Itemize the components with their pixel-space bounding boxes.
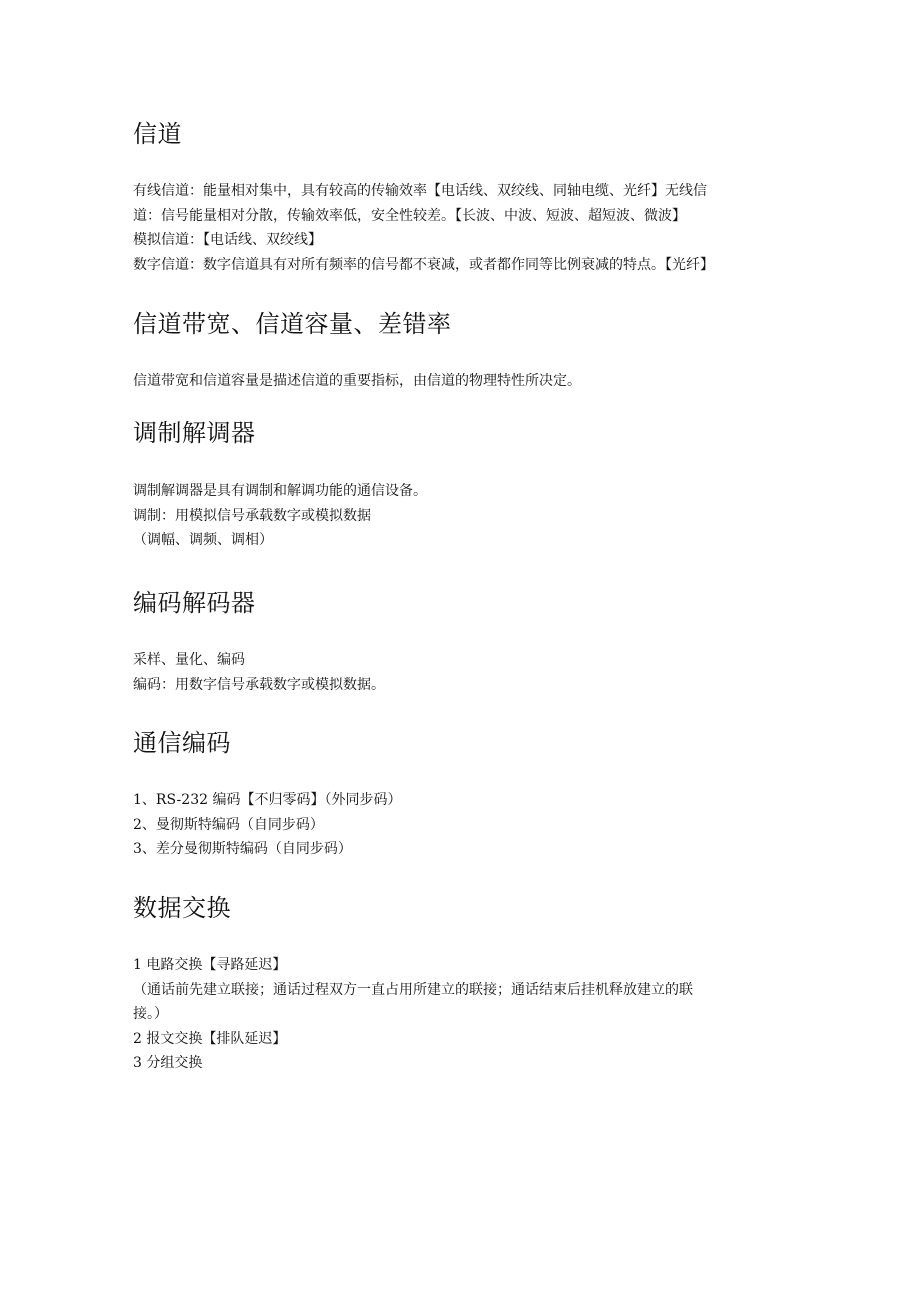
- paragraph-line: 采样、量化、编码: [133, 652, 245, 668]
- section-heading: 通信编码: [133, 729, 231, 757]
- paragraph-line: 2、曼彻斯特编码（自同步码）: [133, 816, 324, 833]
- section-switching: [133, 892, 793, 1076]
- paragraph-line: 3 分组交换: [133, 1055, 203, 1071]
- paragraph-line: 调制：用模拟信号承载数字或模拟数据: [133, 507, 371, 524]
- section-heading: 编码解码器: [133, 589, 256, 617]
- section-body: [133, 953, 793, 1076]
- section-body: [133, 479, 793, 553]
- paragraph-line: 接。）: [133, 1006, 168, 1022]
- paragraph-line: 道：信号能量相对分散，传输效率低，安全性较差。【长波、中波、短波、超短波、微波】: [133, 207, 686, 224]
- section-body: [133, 648, 793, 697]
- paragraph-line: 有线信道：能量相对集中，具有较高的传输效率【电话线、双绞线、同轴电缆、光纤】无线信: [133, 183, 707, 199]
- paragraph-line: 3、差分曼彻斯特编码（自同步码）: [133, 841, 352, 857]
- paragraph-line: 编码：用数字信号承载数字或模拟数据。: [133, 676, 385, 693]
- section-body: [133, 788, 793, 862]
- section-heading: 数据交换: [133, 894, 231, 922]
- section-bandwidth: [133, 308, 793, 394]
- paragraph-line: 2 报文交换【排队延迟】: [133, 1030, 287, 1047]
- section-encoding: [133, 727, 793, 862]
- section-heading: 信道带宽、信道容量、差错率: [133, 310, 452, 338]
- section-heading: 信道: [133, 120, 182, 148]
- section-codec: [133, 587, 793, 697]
- paragraph-line: 1、RS-232 编码【不归零码】（外同步码）: [133, 792, 402, 808]
- section-modem: [133, 417, 793, 553]
- paragraph-line: 模拟信道：【电话线、双绞线】: [133, 232, 322, 248]
- paragraph-line: 信道带宽和信道容量是描述信道的重要指标，由信道的物理特性所决定。: [133, 373, 581, 389]
- section-channel: [133, 118, 793, 277]
- section-body: [133, 369, 793, 394]
- paragraph-line: 数字信道：数字信道具有对所有频率的信号都不衰减，或者都作同等比例衰减的特点。【光纤】: [133, 256, 714, 273]
- paragraph-line: （调幅、调频、调相）: [133, 532, 273, 548]
- paragraph-line: 1 电路交换【寻路延迟】: [133, 957, 287, 973]
- paragraph-line: 调制解调器是具有调制和解调功能的通信设备。: [133, 483, 427, 499]
- section-heading: 调制解调器: [133, 419, 256, 447]
- paragraph-line: （通话前先建立联接；通话过程双方一直占用所建立的联接；通话结束后挂机释放建立的联: [133, 981, 693, 998]
- section-body: [133, 179, 793, 277]
